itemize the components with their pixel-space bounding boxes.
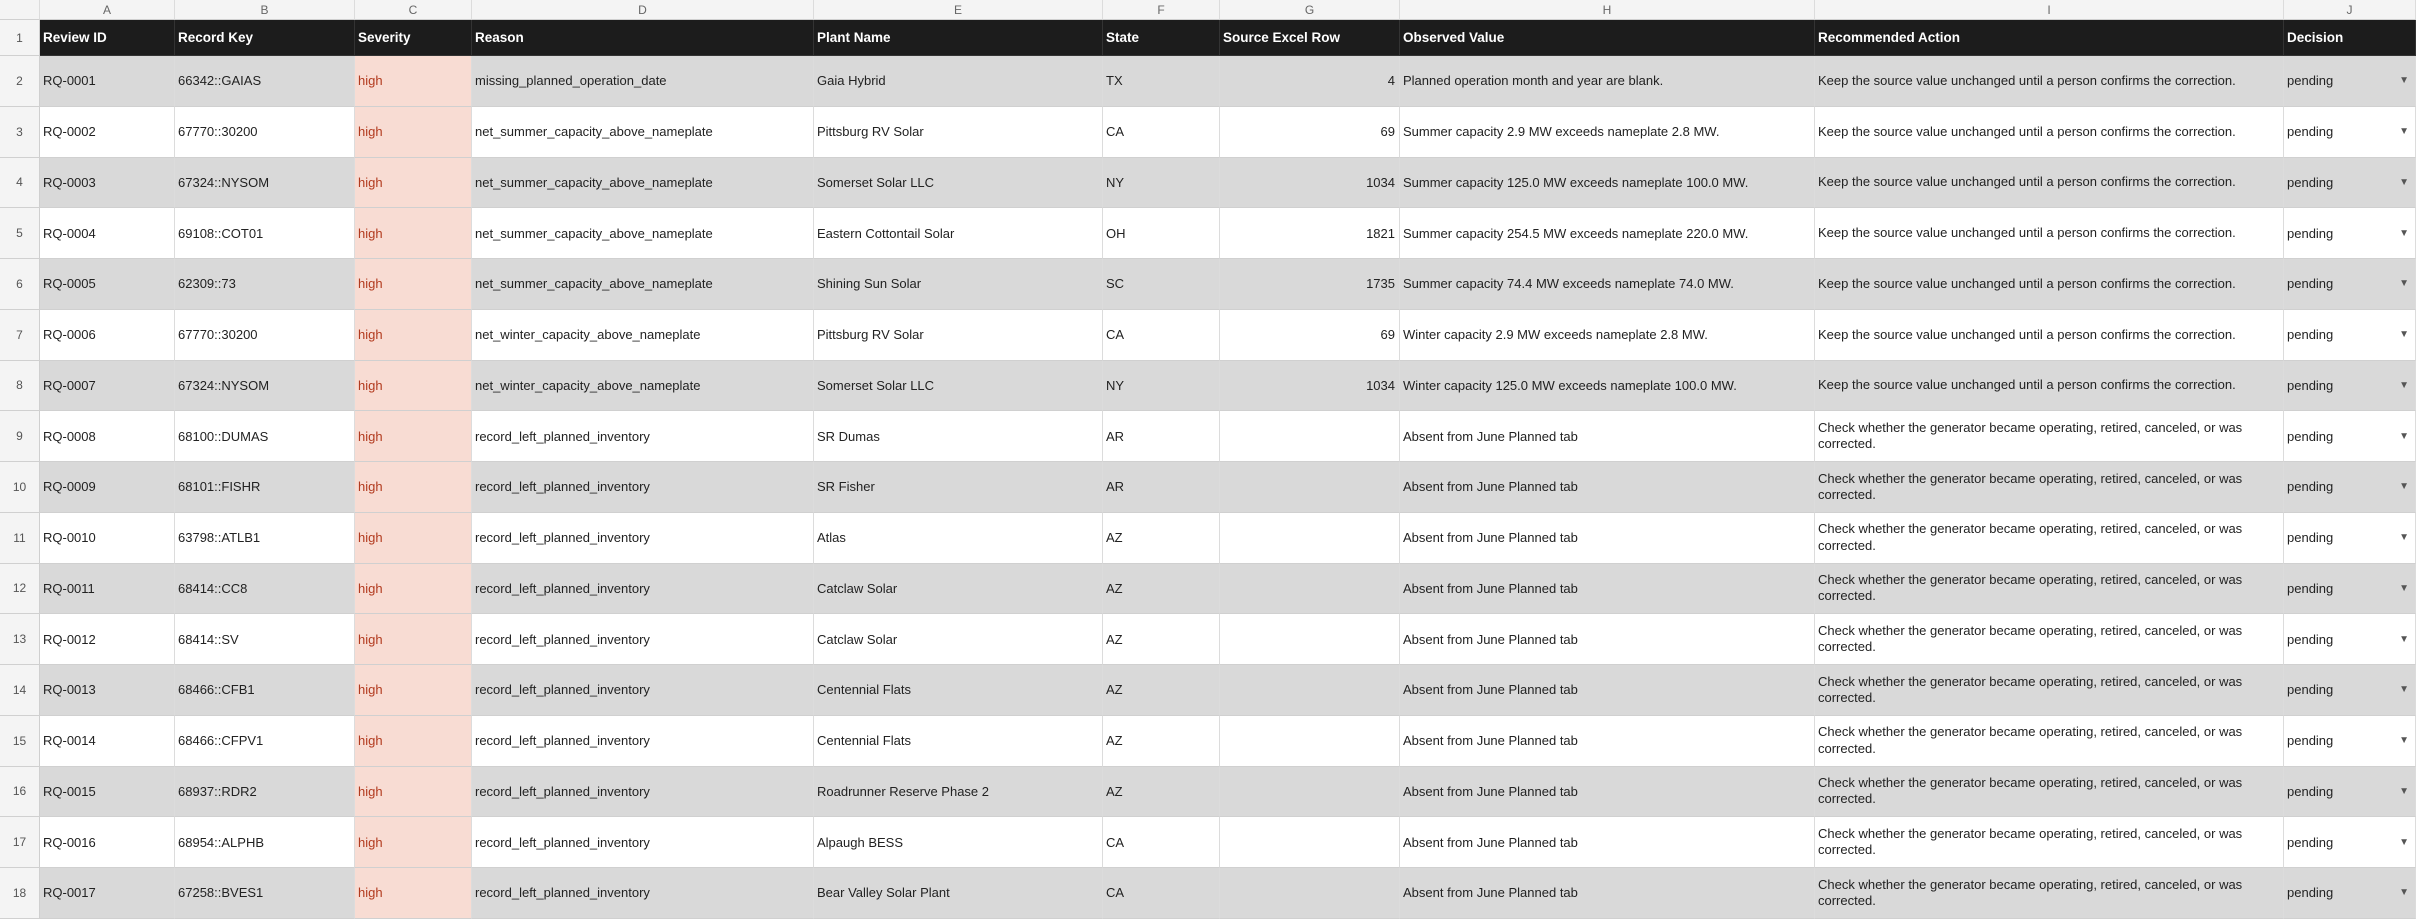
cell-plant-name[interactable]: Atlas (814, 513, 1103, 564)
cell-plant-name[interactable]: SR Dumas (814, 411, 1103, 462)
cell-record-key[interactable]: 68466::CFB1 (175, 665, 355, 716)
cell-review-id[interactable]: RQ-0004 (40, 208, 175, 259)
header-state[interactable]: State (1103, 20, 1220, 56)
row-number[interactable]: 12 (0, 564, 40, 615)
cell-reason[interactable]: net_summer_capacity_above_nameplate (472, 158, 814, 209)
cell-reason[interactable]: record_left_planned_inventory (472, 868, 814, 919)
cell-observed-value[interactable]: Absent from June Planned tab (1400, 462, 1815, 513)
cell-recommended-action[interactable]: Keep the source value unchanged until a person confirms the correction. (1815, 208, 2284, 259)
cell-reason[interactable]: record_left_planned_inventory (472, 564, 814, 615)
decision-dropdown[interactable] (2284, 564, 2416, 615)
cell-plant-name[interactable]: Gaia Hybrid (814, 56, 1103, 107)
row-number[interactable]: 14 (0, 665, 40, 716)
cell-recommended-action[interactable]: Check whether the generator became operating, retired, canceled, or was corrected. (1815, 665, 2284, 716)
cell-recommended-action[interactable]: Check whether the generator became operating, retired, canceled, or was corrected. (1815, 564, 2284, 615)
cell-state[interactable]: OH (1103, 208, 1220, 259)
decision-value: pending (2287, 580, 2334, 596)
row-number[interactable]: 15 (0, 716, 40, 767)
cell-observed-value[interactable]: Absent from June Planned tab (1400, 868, 1815, 919)
decision-dropdown[interactable] (2284, 716, 2416, 767)
cell-source-excel-row[interactable]: 69 (1220, 310, 1400, 361)
decision-value: pending (2287, 174, 2334, 190)
cell-source-excel-row[interactable] (1220, 665, 1400, 716)
cell-plant-name[interactable]: Alpaugh BESS (814, 817, 1103, 868)
row-number[interactable]: 17 (0, 817, 40, 868)
cell-review-id[interactable]: RQ-0006 (40, 310, 175, 361)
cell-observed-value[interactable]: Summer capacity 74.4 MW exceeds nameplate 74.0 MW. (1400, 259, 1815, 310)
chevron-down-icon[interactable]: ▼ (2399, 379, 2409, 391)
decision-dropdown[interactable] (2284, 107, 2416, 158)
cell-state[interactable]: CA (1103, 107, 1220, 158)
cell-review-id[interactable]: RQ-0010 (40, 513, 175, 564)
cell-source-excel-row[interactable] (1220, 767, 1400, 818)
cell-state[interactable]: AR (1103, 411, 1220, 462)
cell-reason[interactable]: net_summer_capacity_above_nameplate (472, 107, 814, 158)
row-number[interactable]: 5 (0, 208, 40, 259)
cell-plant-name[interactable]: Somerset Solar LLC (814, 158, 1103, 209)
header-observed-value[interactable]: Observed Value (1400, 20, 1815, 56)
cell-recommended-action[interactable]: Keep the source value unchanged until a person confirms the correction. (1815, 107, 2284, 158)
decision-value: pending (2287, 377, 2334, 393)
chevron-down-icon[interactable]: ▼ (2399, 582, 2409, 594)
cell-severity[interactable]: high (355, 564, 472, 615)
cell-severity[interactable]: high (355, 56, 472, 107)
select-all-corner[interactable] (0, 0, 40, 20)
cell-severity[interactable]: high (355, 767, 472, 818)
cell-recommended-action[interactable]: Keep the source value unchanged until a person confirms the correction. (1815, 259, 2284, 310)
column-header-a[interactable]: A (40, 0, 175, 20)
cell-state[interactable]: CA (1103, 310, 1220, 361)
cell-source-excel-row[interactable]: 4 (1220, 56, 1400, 107)
cell-plant-name[interactable]: Catclaw Solar (814, 564, 1103, 615)
cell-state[interactable]: AZ (1103, 564, 1220, 615)
cell-observed-value[interactable]: Absent from June Planned tab (1400, 767, 1815, 818)
cell-recommended-action[interactable]: Check whether the generator became operating, retired, canceled, or was corrected. (1815, 614, 2284, 665)
cell-record-key[interactable]: 63798::ATLB1 (175, 513, 355, 564)
row-number[interactable]: 8 (0, 361, 40, 412)
decision-value: pending (2287, 327, 2334, 343)
chevron-down-icon[interactable]: ▼ (2399, 227, 2409, 239)
cell-reason[interactable]: record_left_planned_inventory (472, 817, 814, 868)
cell-severity[interactable]: high (355, 868, 472, 919)
cell-observed-value[interactable]: Absent from June Planned tab (1400, 665, 1815, 716)
cell-source-excel-row[interactable]: 1034 (1220, 361, 1400, 412)
header-recommended-action[interactable]: Recommended Action (1815, 20, 2284, 56)
cell-review-id[interactable]: RQ-0005 (40, 259, 175, 310)
chevron-down-icon[interactable]: ▼ (2399, 176, 2409, 188)
decision-dropdown[interactable] (2284, 462, 2416, 513)
cell-source-excel-row[interactable] (1220, 564, 1400, 615)
cell-state[interactable]: NY (1103, 361, 1220, 412)
cell-record-key[interactable]: 68101::FISHR (175, 462, 355, 513)
cell-observed-value[interactable]: Planned operation month and year are blank. (1400, 56, 1815, 107)
cell-source-excel-row[interactable] (1220, 614, 1400, 665)
cell-review-id[interactable]: RQ-0012 (40, 614, 175, 665)
cell-source-excel-row[interactable] (1220, 868, 1400, 919)
cell-recommended-action[interactable]: Keep the source value unchanged until a person confirms the correction. (1815, 158, 2284, 209)
decision-value: pending (2287, 631, 2334, 647)
cell-severity[interactable]: high (355, 107, 472, 158)
cell-source-excel-row[interactable] (1220, 462, 1400, 513)
cell-severity[interactable]: high (355, 361, 472, 412)
cell-observed-value[interactable]: Summer capacity 254.5 MW exceeds nameplate 220.0 MW. (1400, 208, 1815, 259)
cell-state[interactable]: AZ (1103, 614, 1220, 665)
cell-recommended-action[interactable]: Check whether the generator became operating, retired, canceled, or was corrected. (1815, 513, 2284, 564)
cell-observed-value[interactable]: Winter capacity 125.0 MW exceeds nameplate 100.0 MW. (1400, 361, 1815, 412)
cell-state[interactable]: AR (1103, 462, 1220, 513)
cell-severity[interactable]: high (355, 513, 472, 564)
cell-source-excel-row[interactable]: 1034 (1220, 158, 1400, 209)
decision-value: pending (2287, 530, 2334, 546)
cell-record-key[interactable]: 67258::BVES1 (175, 868, 355, 919)
cell-review-id[interactable]: RQ-0009 (40, 462, 175, 513)
chevron-down-icon[interactable]: ▼ (2399, 430, 2409, 442)
header-decision[interactable]: Decision (2284, 20, 2416, 56)
row-number[interactable]: 2 (0, 56, 40, 107)
decision-value: pending (2287, 276, 2334, 292)
cell-severity[interactable]: high (355, 817, 472, 868)
cell-reason[interactable]: record_left_planned_inventory (472, 513, 814, 564)
cell-recommended-action[interactable]: Check whether the generator became operating, retired, canceled, or was corrected. (1815, 411, 2284, 462)
cell-review-id[interactable]: RQ-0013 (40, 665, 175, 716)
cell-plant-name[interactable]: Catclaw Solar (814, 614, 1103, 665)
cell-state[interactable]: NY (1103, 158, 1220, 209)
chevron-down-icon[interactable]: ▼ (2399, 481, 2409, 493)
cell-reason[interactable]: net_summer_capacity_above_nameplate (472, 259, 814, 310)
cell-reason[interactable]: record_left_planned_inventory (472, 716, 814, 767)
cell-review-id[interactable]: RQ-0001 (40, 56, 175, 107)
cell-reason[interactable]: net_winter_capacity_above_nameplate (472, 310, 814, 361)
decision-value: pending (2287, 73, 2334, 89)
cell-recommended-action[interactable]: Check whether the generator became operating, retired, canceled, or was corrected. (1815, 767, 2284, 818)
cell-review-id[interactable]: RQ-0011 (40, 564, 175, 615)
cell-severity[interactable]: high (355, 716, 472, 767)
cell-plant-name[interactable]: Centennial Flats (814, 665, 1103, 716)
cell-record-key[interactable]: 68937::RDR2 (175, 767, 355, 818)
cell-record-key[interactable]: 67770::30200 (175, 310, 355, 361)
cell-severity[interactable]: high (355, 462, 472, 513)
cell-source-excel-row[interactable]: 69 (1220, 107, 1400, 158)
cell-source-excel-row[interactable]: 1821 (1220, 208, 1400, 259)
cell-plant-name[interactable]: Shining Sun Solar (814, 259, 1103, 310)
cell-source-excel-row[interactable] (1220, 513, 1400, 564)
decision-value: pending (2287, 428, 2334, 444)
cell-state[interactable]: TX (1103, 56, 1220, 107)
cell-record-key[interactable]: 62309::73 (175, 259, 355, 310)
chevron-down-icon[interactable]: ▼ (2399, 75, 2409, 87)
cell-severity[interactable]: high (355, 259, 472, 310)
chevron-down-icon[interactable]: ▼ (2399, 278, 2409, 290)
chevron-down-icon[interactable]: ▼ (2399, 532, 2409, 544)
header-record-key[interactable]: Record Key (175, 20, 355, 56)
header-plant-name[interactable]: Plant Name (814, 20, 1103, 56)
cell-reason[interactable]: net_summer_capacity_above_nameplate (472, 208, 814, 259)
cell-plant-name[interactable]: Pittsburg RV Solar (814, 310, 1103, 361)
chevron-down-icon[interactable]: ▼ (2399, 684, 2409, 696)
row-number[interactable]: 1 (0, 20, 40, 56)
decision-value: pending (2287, 682, 2334, 698)
cell-source-excel-row[interactable]: 1735 (1220, 259, 1400, 310)
cell-observed-value[interactable]: Absent from June Planned tab (1400, 716, 1815, 767)
cell-review-id[interactable]: RQ-0014 (40, 716, 175, 767)
cell-state[interactable]: AZ (1103, 665, 1220, 716)
cell-recommended-action[interactable]: Keep the source value unchanged until a person confirms the correction. (1815, 361, 2284, 412)
cell-reason[interactable]: record_left_planned_inventory (472, 614, 814, 665)
decision-value: pending (2287, 885, 2334, 901)
decision-dropdown[interactable] (2284, 259, 2416, 310)
column-header-b[interactable]: B (175, 0, 355, 20)
cell-plant-name[interactable]: Somerset Solar LLC (814, 361, 1103, 412)
cell-record-key[interactable]: 66342::GAIAS (175, 56, 355, 107)
cell-observed-value[interactable]: Summer capacity 125.0 MW exceeds nameplate 100.0 MW. (1400, 158, 1815, 209)
row-number[interactable]: 9 (0, 411, 40, 462)
header-reason[interactable]: Reason (472, 20, 814, 56)
cell-record-key[interactable]: 69108::COT01 (175, 208, 355, 259)
cell-observed-value[interactable]: Absent from June Planned tab (1400, 614, 1815, 665)
cell-recommended-action[interactable]: Check whether the generator became operating, retired, canceled, or was corrected. (1815, 868, 2284, 919)
cell-severity[interactable]: high (355, 310, 472, 361)
header-review-id[interactable]: Review ID (40, 20, 175, 56)
cell-review-id[interactable]: RQ-0008 (40, 411, 175, 462)
cell-state[interactable]: SC (1103, 259, 1220, 310)
cell-recommended-action[interactable]: Check whether the generator became operating, retired, canceled, or was corrected. (1815, 462, 2284, 513)
cell-state[interactable]: AZ (1103, 716, 1220, 767)
chevron-down-icon[interactable]: ▼ (2399, 887, 2409, 899)
cell-state[interactable]: AZ (1103, 767, 1220, 818)
column-header-g[interactable]: G (1220, 0, 1400, 20)
cell-reason[interactable]: missing_planned_operation_date (472, 56, 814, 107)
cell-recommended-action[interactable]: Check whether the generator became operating, retired, canceled, or was corrected. (1815, 817, 2284, 868)
cell-record-key[interactable]: 67324::NYSOM (175, 158, 355, 209)
row-number[interactable]: 13 (0, 614, 40, 665)
decision-value: pending (2287, 124, 2334, 140)
cell-plant-name[interactable]: Bear Valley Solar Plant (814, 868, 1103, 919)
cell-recommended-action[interactable]: Keep the source value unchanged until a person confirms the correction. (1815, 310, 2284, 361)
column-header-j[interactable]: J (2284, 0, 2416, 20)
column-header-c[interactable]: C (355, 0, 472, 20)
cell-state[interactable]: CA (1103, 817, 1220, 868)
row-number[interactable]: 11 (0, 513, 40, 564)
decision-dropdown[interactable] (2284, 614, 2416, 665)
decision-dropdown[interactable] (2284, 310, 2416, 361)
column-header-h[interactable]: H (1400, 0, 1815, 20)
row-number[interactable]: 7 (0, 310, 40, 361)
cell-reason[interactable]: net_winter_capacity_above_nameplate (472, 361, 814, 412)
chevron-down-icon[interactable]: ▼ (2399, 633, 2409, 645)
column-header-f[interactable]: F (1103, 0, 1220, 20)
decision-dropdown[interactable] (2284, 158, 2416, 209)
decision-dropdown[interactable] (2284, 513, 2416, 564)
cell-severity[interactable]: high (355, 208, 472, 259)
cell-plant-name[interactable]: Centennial Flats (814, 716, 1103, 767)
decision-value: pending (2287, 783, 2334, 799)
cell-severity[interactable]: high (355, 411, 472, 462)
chevron-down-icon[interactable]: ▼ (2399, 126, 2409, 138)
cell-record-key[interactable]: 68466::CFPV1 (175, 716, 355, 767)
row-number[interactable]: 16 (0, 767, 40, 818)
cell-source-excel-row[interactable] (1220, 817, 1400, 868)
cell-source-excel-row[interactable] (1220, 716, 1400, 767)
column-header-i[interactable]: I (1815, 0, 2284, 20)
cell-severity[interactable]: high (355, 614, 472, 665)
cell-observed-value[interactable]: Absent from June Planned tab (1400, 564, 1815, 615)
column-header-e[interactable]: E (814, 0, 1103, 20)
cell-plant-name[interactable]: Pittsburg RV Solar (814, 107, 1103, 158)
cell-severity[interactable]: high (355, 158, 472, 209)
cell-observed-value[interactable]: Winter capacity 2.9 MW exceeds nameplate 2.8 MW. (1400, 310, 1815, 361)
cell-observed-value[interactable]: Absent from June Planned tab (1400, 411, 1815, 462)
cell-observed-value[interactable]: Absent from June Planned tab (1400, 817, 1815, 868)
cell-reason[interactable]: record_left_planned_inventory (472, 462, 814, 513)
cell-record-key[interactable]: 67770::30200 (175, 107, 355, 158)
cell-review-id[interactable]: RQ-0017 (40, 868, 175, 919)
decision-value: pending (2287, 733, 2334, 749)
row-number[interactable]: 4 (0, 158, 40, 209)
cell-record-key[interactable]: 68414::SV (175, 614, 355, 665)
cell-state[interactable]: AZ (1103, 513, 1220, 564)
cell-observed-value[interactable]: Summer capacity 2.9 MW exceeds nameplate 2.8 MW. (1400, 107, 1815, 158)
cell-record-key[interactable]: 68414::CC8 (175, 564, 355, 615)
decision-dropdown[interactable] (2284, 868, 2416, 919)
cell-review-id[interactable]: RQ-0003 (40, 158, 175, 209)
decision-dropdown[interactable] (2284, 665, 2416, 716)
cell-recommended-action[interactable]: Check whether the generator became operating, retired, canceled, or was corrected. (1815, 716, 2284, 767)
cell-source-excel-row[interactable] (1220, 411, 1400, 462)
cell-recommended-action[interactable]: Keep the source value unchanged until a person confirms the correction. (1815, 56, 2284, 107)
chevron-down-icon[interactable]: ▼ (2399, 329, 2409, 341)
row-number[interactable]: 10 (0, 462, 40, 513)
cell-record-key[interactable]: 68100::DUMAS (175, 411, 355, 462)
decision-dropdown[interactable] (2284, 208, 2416, 259)
decision-dropdown[interactable] (2284, 411, 2416, 462)
cell-reason[interactable]: record_left_planned_inventory (472, 767, 814, 818)
row-number[interactable]: 3 (0, 107, 40, 158)
cell-reason[interactable]: record_left_planned_inventory (472, 411, 814, 462)
column-header-d[interactable]: D (472, 0, 814, 20)
chevron-down-icon[interactable]: ▼ (2399, 836, 2409, 848)
cell-plant-name[interactable]: SR Fisher (814, 462, 1103, 513)
decision-dropdown[interactable] (2284, 361, 2416, 412)
cell-state[interactable]: CA (1103, 868, 1220, 919)
cell-review-id[interactable]: RQ-0015 (40, 767, 175, 818)
decision-dropdown[interactable] (2284, 817, 2416, 868)
cell-record-key[interactable]: 67324::NYSOM (175, 361, 355, 412)
decision-value: pending (2287, 834, 2334, 850)
header-severity[interactable]: Severity (355, 20, 472, 56)
decision-dropdown[interactable] (2284, 56, 2416, 107)
decision-value: pending (2287, 479, 2334, 495)
cell-plant-name[interactable]: Roadrunner Reserve Phase 2 (814, 767, 1103, 818)
cell-record-key[interactable]: 68954::ALPHB (175, 817, 355, 868)
decision-dropdown[interactable] (2284, 767, 2416, 818)
header-source-excel-row[interactable]: Source Excel Row (1220, 20, 1400, 56)
cell-reason[interactable]: record_left_planned_inventory (472, 665, 814, 716)
cell-review-id[interactable]: RQ-0016 (40, 817, 175, 868)
cell-severity[interactable]: high (355, 665, 472, 716)
cell-review-id[interactable]: RQ-0002 (40, 107, 175, 158)
row-number[interactable]: 18 (0, 868, 40, 919)
decision-value: pending (2287, 225, 2334, 241)
cell-plant-name[interactable]: Eastern Cottontail Solar (814, 208, 1103, 259)
cell-review-id[interactable]: RQ-0007 (40, 361, 175, 412)
chevron-down-icon[interactable]: ▼ (2399, 785, 2409, 797)
chevron-down-icon[interactable]: ▼ (2399, 735, 2409, 747)
row-number[interactable]: 6 (0, 259, 40, 310)
cell-observed-value[interactable]: Absent from June Planned tab (1400, 513, 1815, 564)
